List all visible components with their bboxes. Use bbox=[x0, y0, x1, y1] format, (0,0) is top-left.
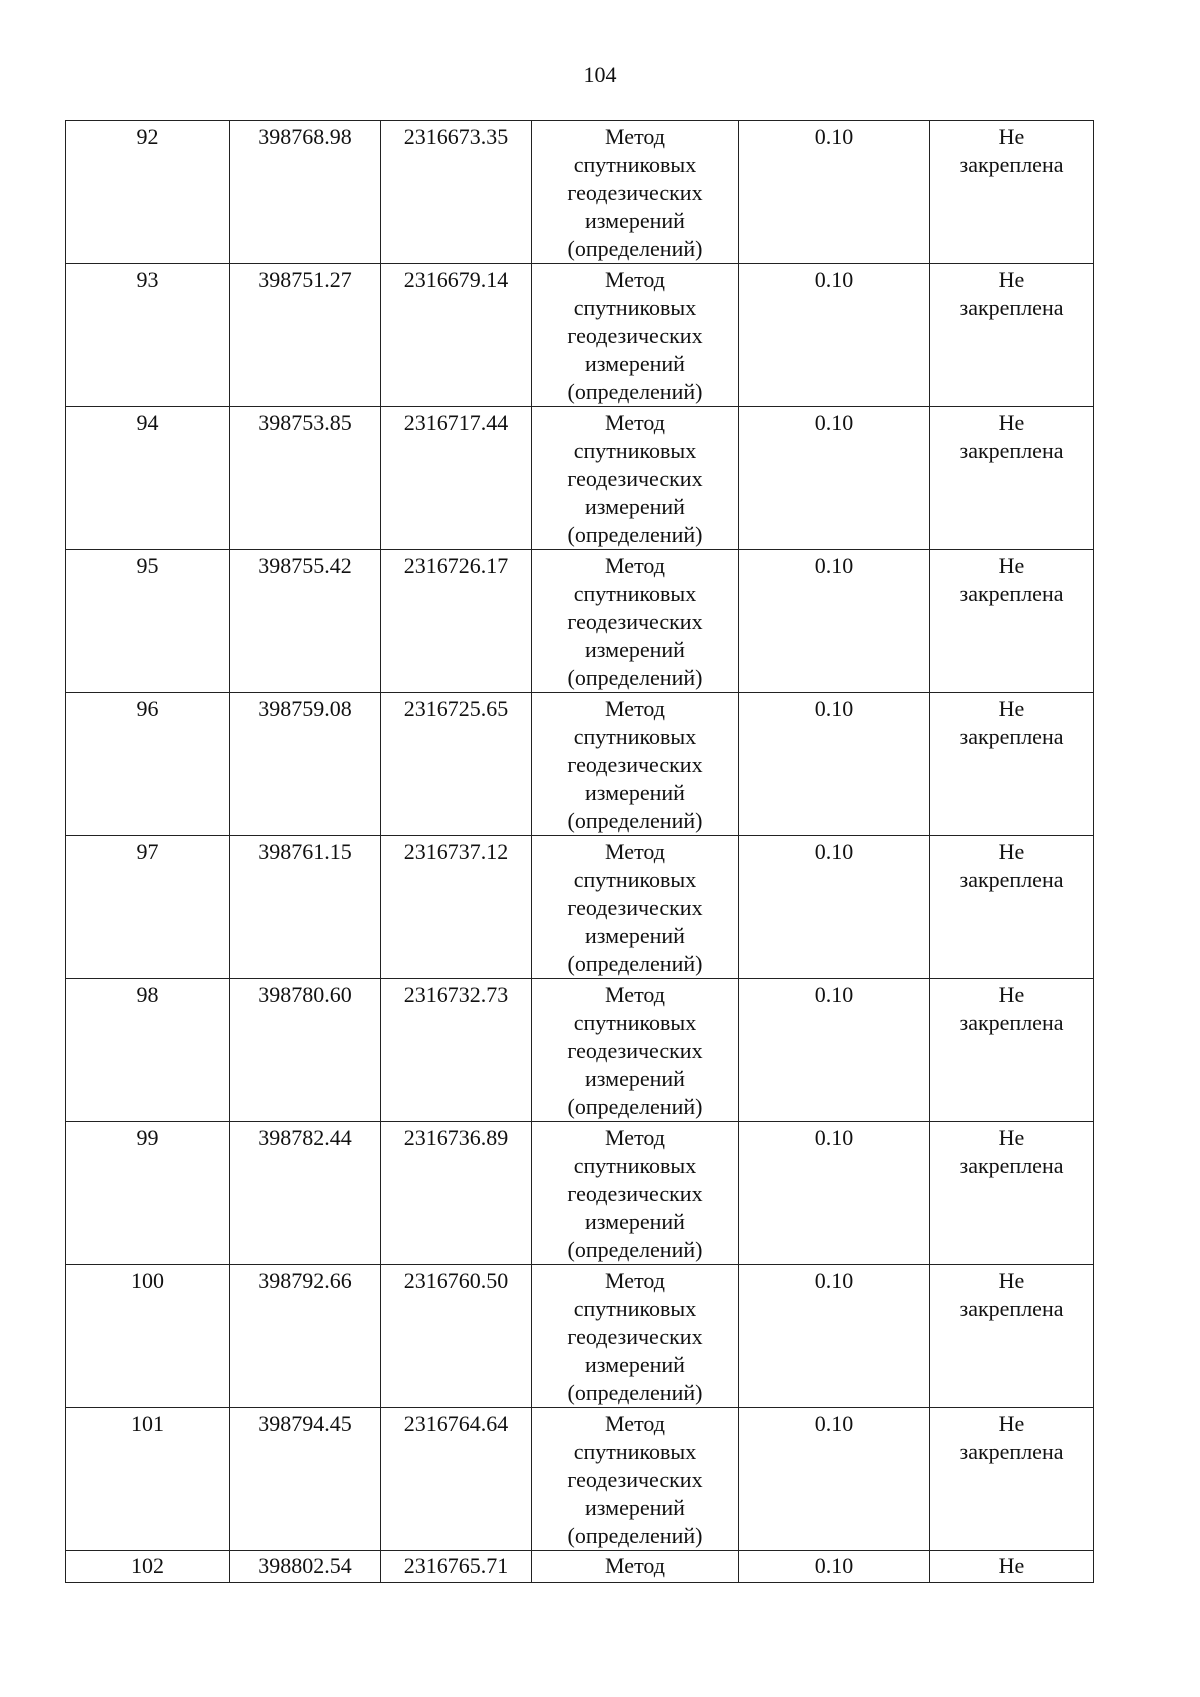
method-line: геодезических bbox=[567, 609, 703, 634]
coordinates-table bbox=[65, 120, 1094, 1583]
x-coordinate-cell: 398802.54 bbox=[230, 1551, 381, 1583]
y-coordinate-cell: 2316737.12 bbox=[381, 836, 532, 979]
accuracy-cell: 0.10 bbox=[739, 693, 930, 836]
page-number: 104 bbox=[583, 62, 617, 87]
point-number-cell: 96 bbox=[66, 693, 230, 836]
method-line: измерений bbox=[585, 1495, 685, 1520]
fixing-line: закреплена bbox=[959, 152, 1064, 177]
method-line: Метод bbox=[605, 1268, 665, 1293]
fixing-line: Не bbox=[998, 1268, 1025, 1293]
method-line: (определений) bbox=[567, 665, 703, 690]
fixing-line: закреплена bbox=[959, 867, 1064, 892]
fixing-line: закреплена bbox=[959, 1010, 1064, 1035]
method-line: геодезических bbox=[567, 466, 703, 491]
fixing-line: Не bbox=[998, 1125, 1025, 1150]
method-line: Метод bbox=[605, 553, 665, 578]
y-coordinate-cell: 2316673.35 bbox=[381, 121, 532, 264]
method-line: измерений bbox=[585, 637, 685, 662]
method-line: (определений) bbox=[567, 379, 703, 404]
fixing-line: Не bbox=[998, 696, 1025, 721]
method-cell bbox=[532, 1122, 739, 1265]
method-line: измерений bbox=[585, 780, 685, 805]
method-line: геодезических bbox=[567, 323, 703, 348]
method-line: Метод bbox=[605, 1125, 665, 1150]
method-cell bbox=[532, 264, 739, 407]
point-number-cell: 95 bbox=[66, 550, 230, 693]
fixing-line: закреплена bbox=[959, 1296, 1064, 1321]
point-number-cell: 101 bbox=[66, 1408, 230, 1551]
y-coordinate-cell: 2316679.14 bbox=[381, 264, 532, 407]
method-line: Метод bbox=[605, 124, 665, 149]
method-cell bbox=[532, 1551, 739, 1583]
accuracy-cell: 0.10 bbox=[739, 1408, 930, 1551]
y-coordinate-cell: 2316725.65 bbox=[381, 693, 532, 836]
fixing-line: Не bbox=[998, 553, 1025, 578]
accuracy-cell: 0.10 bbox=[739, 1551, 930, 1583]
fixing-line: закреплена bbox=[959, 1439, 1064, 1464]
table-row bbox=[66, 1265, 1094, 1408]
method-line: спутниковых bbox=[573, 867, 697, 892]
method-line: Метод bbox=[605, 839, 665, 864]
x-coordinate-cell: 398751.27 bbox=[230, 264, 381, 407]
fixing-cell bbox=[930, 979, 1094, 1122]
accuracy-cell: 0.10 bbox=[739, 407, 930, 550]
method-line: спутниковых bbox=[573, 152, 697, 177]
accuracy-cell: 0.10 bbox=[739, 836, 930, 979]
point-number-cell: 93 bbox=[66, 264, 230, 407]
fixing-line: Не bbox=[998, 1553, 1025, 1578]
x-coordinate-cell: 398755.42 bbox=[230, 550, 381, 693]
point-number-cell: 98 bbox=[66, 979, 230, 1122]
accuracy-cell: 0.10 bbox=[739, 1122, 930, 1265]
method-line: (определений) bbox=[567, 951, 703, 976]
point-number-cell: 94 bbox=[66, 407, 230, 550]
table-row bbox=[66, 264, 1094, 407]
method-line: (определений) bbox=[567, 1523, 703, 1548]
fixing-line: Не bbox=[998, 124, 1025, 149]
table-row bbox=[66, 1551, 1094, 1583]
method-line: Метод bbox=[605, 982, 665, 1007]
y-coordinate-cell: 2316717.44 bbox=[381, 407, 532, 550]
method-line: измерений bbox=[585, 1066, 685, 1091]
table-row bbox=[66, 550, 1094, 693]
y-coordinate-cell: 2316726.17 bbox=[381, 550, 532, 693]
method-cell bbox=[532, 1265, 739, 1408]
method-line: Метод bbox=[605, 267, 665, 292]
table-row bbox=[66, 1122, 1094, 1265]
fixing-line: Не bbox=[998, 1411, 1025, 1436]
fixing-line: Не bbox=[998, 839, 1025, 864]
method-line: геодезических bbox=[567, 1038, 703, 1063]
method-line: измерений bbox=[585, 494, 685, 519]
fixing-cell bbox=[930, 1408, 1094, 1551]
y-coordinate-cell: 2316765.71 bbox=[381, 1551, 532, 1583]
method-line: геодезических bbox=[567, 752, 703, 777]
fixing-line: закреплена bbox=[959, 438, 1064, 463]
method-line: Метод bbox=[605, 1553, 665, 1578]
method-cell bbox=[532, 979, 739, 1122]
fixing-line: закреплена bbox=[959, 1153, 1064, 1178]
method-line: геодезических bbox=[567, 180, 703, 205]
method-line: (определений) bbox=[567, 1094, 703, 1119]
x-coordinate-cell: 398759.08 bbox=[230, 693, 381, 836]
x-coordinate-cell: 398753.85 bbox=[230, 407, 381, 550]
method-line: спутниковых bbox=[573, 438, 697, 463]
method-cell bbox=[532, 836, 739, 979]
accuracy-cell: 0.10 bbox=[739, 121, 930, 264]
x-coordinate-cell: 398761.15 bbox=[230, 836, 381, 979]
accuracy-cell: 0.10 bbox=[739, 1265, 930, 1408]
fixing-line: закреплена bbox=[959, 724, 1064, 749]
y-coordinate-cell: 2316732.73 bbox=[381, 979, 532, 1122]
fixing-cell bbox=[930, 693, 1094, 836]
fixing-cell bbox=[930, 1551, 1094, 1583]
method-line: измерений bbox=[585, 351, 685, 376]
method-line: спутниковых bbox=[573, 724, 697, 749]
x-coordinate-cell: 398794.45 bbox=[230, 1408, 381, 1551]
method-line: спутниковых bbox=[573, 1439, 697, 1464]
method-line: геодезических bbox=[567, 1181, 703, 1206]
method-line: Метод bbox=[605, 696, 665, 721]
fixing-line: Не bbox=[998, 982, 1025, 1007]
table-row bbox=[66, 836, 1094, 979]
method-cell bbox=[532, 550, 739, 693]
method-line: измерений bbox=[585, 208, 685, 233]
y-coordinate-cell: 2316764.64 bbox=[381, 1408, 532, 1551]
x-coordinate-cell: 398782.44 bbox=[230, 1122, 381, 1265]
accuracy-cell: 0.10 bbox=[739, 979, 930, 1122]
method-line: Метод bbox=[605, 1411, 665, 1436]
method-cell bbox=[532, 1408, 739, 1551]
accuracy-cell: 0.10 bbox=[739, 264, 930, 407]
y-coordinate-cell: 2316736.89 bbox=[381, 1122, 532, 1265]
fixing-cell bbox=[930, 836, 1094, 979]
table-row bbox=[66, 121, 1094, 264]
method-line: геодезических bbox=[567, 1467, 703, 1492]
fixing-line: Не bbox=[998, 267, 1025, 292]
method-cell bbox=[532, 693, 739, 836]
fixing-cell bbox=[930, 121, 1094, 264]
method-line: (определений) bbox=[567, 236, 703, 261]
table-row bbox=[66, 407, 1094, 550]
method-line: (определений) bbox=[567, 1237, 703, 1262]
accuracy-cell: 0.10 bbox=[739, 550, 930, 693]
fixing-cell bbox=[930, 1122, 1094, 1265]
point-number-cell: 97 bbox=[66, 836, 230, 979]
table-row bbox=[66, 693, 1094, 836]
x-coordinate-cell: 398768.98 bbox=[230, 121, 381, 264]
fixing-cell bbox=[930, 1265, 1094, 1408]
table-row bbox=[66, 1408, 1094, 1551]
method-line: (определений) bbox=[567, 1380, 703, 1405]
point-number-cell: 100 bbox=[66, 1265, 230, 1408]
fixing-cell bbox=[930, 407, 1094, 550]
method-line: измерений bbox=[585, 923, 685, 948]
fixing-line: Не bbox=[998, 410, 1025, 435]
fixing-line: закреплена bbox=[959, 581, 1064, 606]
fixing-cell bbox=[930, 264, 1094, 407]
method-cell bbox=[532, 121, 739, 264]
x-coordinate-cell: 398780.60 bbox=[230, 979, 381, 1122]
fixing-line: закреплена bbox=[959, 295, 1064, 320]
fixing-cell bbox=[930, 550, 1094, 693]
method-line: Метод bbox=[605, 410, 665, 435]
method-line: спутниковых bbox=[573, 1010, 697, 1035]
method-cell bbox=[532, 407, 739, 550]
method-line: (определений) bbox=[567, 808, 703, 833]
method-line: спутниковых bbox=[573, 1296, 697, 1321]
method-line: геодезических bbox=[567, 1324, 703, 1349]
y-coordinate-cell: 2316760.50 bbox=[381, 1265, 532, 1408]
method-line: спутниковых bbox=[573, 1153, 697, 1178]
x-coordinate-cell: 398792.66 bbox=[230, 1265, 381, 1408]
method-line: спутниковых bbox=[573, 581, 697, 606]
method-line: измерений bbox=[585, 1352, 685, 1377]
point-number-cell: 92 bbox=[66, 121, 230, 264]
method-line: (определений) bbox=[567, 522, 703, 547]
table-body bbox=[66, 121, 1094, 1583]
method-line: измерений bbox=[585, 1209, 685, 1234]
point-number-cell: 99 bbox=[66, 1122, 230, 1265]
method-line: геодезических bbox=[567, 895, 703, 920]
point-number-cell: 102 bbox=[66, 1551, 230, 1583]
table-row bbox=[66, 979, 1094, 1122]
method-line: спутниковых bbox=[573, 295, 697, 320]
